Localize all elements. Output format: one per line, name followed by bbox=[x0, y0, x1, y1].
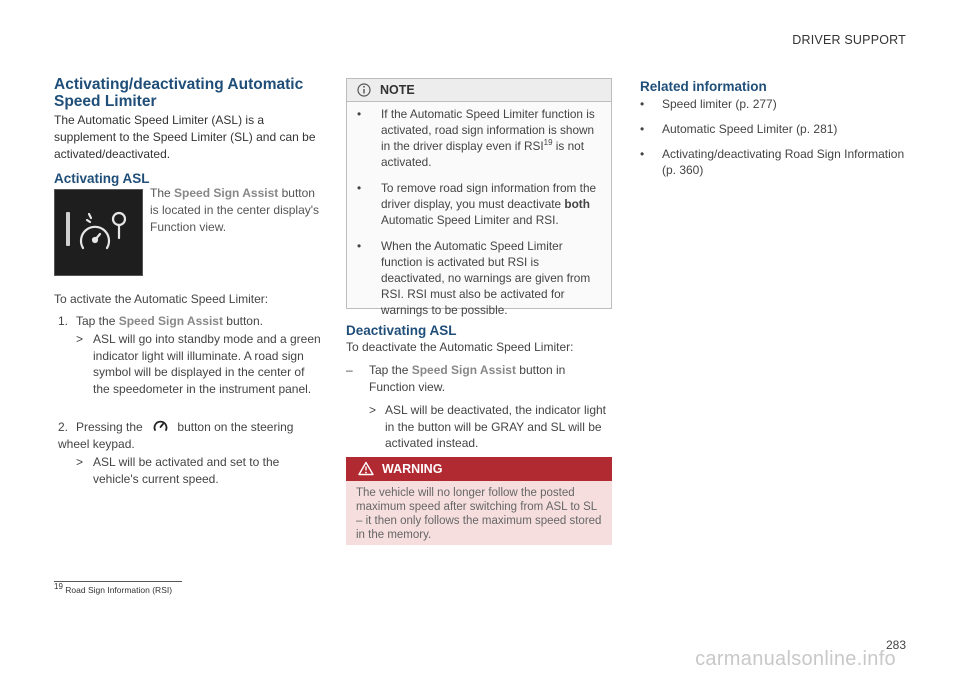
page-number: 283 bbox=[885, 638, 906, 652]
speed-limiter-icon bbox=[153, 419, 169, 432]
note-title: NOTE bbox=[380, 83, 415, 97]
related-list bbox=[640, 96, 910, 187]
related-item[interactable]: • Speed limiter (p. 277) bbox=[640, 97, 777, 111]
footnote-rule bbox=[54, 581, 182, 582]
footnote: $^{19}$ Road Sign Information (RSI) bbox=[54, 582, 173, 595]
warning-box bbox=[346, 457, 612, 545]
activate-step-2: 2. Pressing the button on the steering wheel keypad. bbox=[58, 420, 294, 451]
intro-paragraph: The Automatic Speed Limiter (ASL) is a supplement to the Speed Limiter (SL) and can be activated/deactivated. bbox=[54, 113, 316, 161]
note-box bbox=[346, 78, 612, 317]
note-list bbox=[357, 106, 605, 328]
speed-sign-assist-button-image bbox=[54, 189, 143, 276]
warning-text: The vehicle will no longer follow the posted maximum speed after switching from ASL to SL – it then only follows the maximum speed stored in the memory. bbox=[356, 487, 602, 541]
note-item: • To remove road sign information from the driver display, you must deactivate both Automatic Speed Limiter and RSI. bbox=[357, 181, 597, 227]
deactivating-heading: Deactivating ASL bbox=[346, 323, 457, 338]
related-heading: Related information bbox=[640, 79, 767, 94]
related-item[interactable]: • Activating/deactivating Road Sign Information (p. 360) bbox=[640, 147, 905, 177]
warning-header bbox=[346, 457, 612, 481]
related-link-speed-limiter[interactable]: Speed limiter (p. 277) bbox=[662, 97, 777, 111]
activate-step-1: 1. Tap the Speed Sign Assist button. bbox=[58, 314, 263, 328]
note-header bbox=[347, 79, 611, 102]
deactivate-step-result: > ASL will be deactivated, the indicator light in the button will be GRAY and SL will be activated instead. bbox=[369, 403, 607, 450]
related-link-automatic-speed-limiter[interactable]: Automatic Speed Limiter (p. 281) bbox=[662, 122, 838, 136]
speed-sign-assist-icon bbox=[77, 210, 133, 254]
indicator-bar bbox=[66, 212, 70, 246]
page-title: Activating/deactivating Automatic Speed Limiter bbox=[54, 76, 304, 110]
info-icon bbox=[357, 83, 371, 97]
warning-triangle-icon bbox=[358, 461, 374, 476]
activate-intro: To activate the Automatic Speed Limiter: bbox=[54, 292, 269, 306]
activating-heading: Activating ASL bbox=[54, 171, 150, 186]
speed-sign-assist-description: The Speed Sign Assist button is located in the center display's Function view. bbox=[150, 186, 320, 234]
note-item: • When the Automatic Speed Limiter function is activated but RSI is deactivated, no warnings are given from RSI. RSI must also be activated for warnings to be possible. bbox=[357, 239, 591, 317]
deactivate-step: – Tap the Speed Sign Assist button in Function view. > ASL will be deactivated, the indicator light in the button will be GRAY and SL will be activated instead. bbox=[346, 362, 612, 452]
related-item[interactable]: • Automatic Speed Limiter (p. 281) bbox=[640, 122, 838, 136]
activate-step-1-result: > ASL will go into standby mode and a green indicator light will illuminate. A road sign symbol will be displayed in the center of the speedometer in the instrument panel. bbox=[76, 332, 321, 396]
activate-step-2-result: > ASL will be activated and set to the vehicle's current speed. bbox=[76, 455, 280, 486]
section-header: DRIVER SUPPORT bbox=[792, 33, 906, 47]
warning-title: WARNING bbox=[382, 462, 443, 476]
deactivate-intro: To deactivate the Automatic Speed Limiter: bbox=[346, 340, 574, 354]
watermark: carmanualsonline.info bbox=[695, 648, 896, 670]
note-item: • If the Automatic Speed Limiter function is activated, road sign information is shown in the driver display even if RSI$^{19}$ is not activated. bbox=[357, 107, 595, 169]
related-link-road-sign-information[interactable]: Activating/deactivating Road Sign Information (p. 360) bbox=[662, 147, 905, 177]
